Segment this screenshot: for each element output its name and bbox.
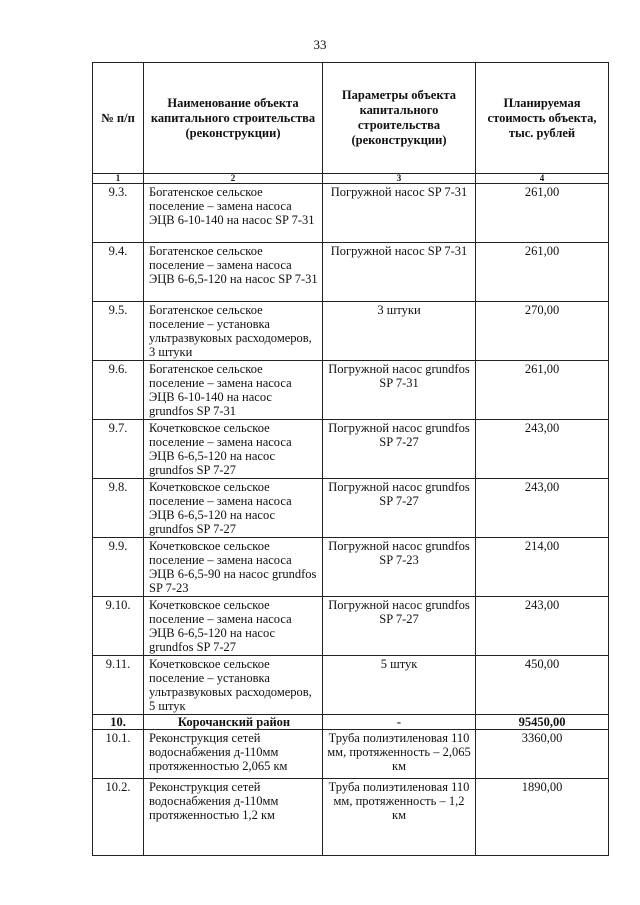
object-name: Реконструкция сетей водоснабжения д-110мм протяженностью 1,2 км — [144, 779, 323, 856]
object-name: Богатенское сельское поселение – замена насоса ЭЦВ 6-10-140 на насос SP 7-31 — [144, 184, 323, 243]
object-name: Кочетковское сельское поселение – замена насоса ЭЦВ 6-6,5-120 на насос grundfos SP 7-27 — [144, 597, 323, 656]
page-number: 33 — [313, 37, 327, 52]
object-parameters: Погружной насос grundfos SP 7-31 — [323, 361, 476, 420]
object-cost: 214,00 — [476, 538, 609, 597]
object-parameters: - — [323, 715, 476, 730]
object-name: Богатенское сельское поселение – замена насоса ЭЦВ 6-6,5-120 на насос SP 7-31 — [144, 243, 323, 302]
object-name: Богатенское сельское поселение – установка ультразвуковых расходомеров, 3 штуки — [144, 302, 323, 361]
object-name: Кочетковское сельское поселение – замена насоса ЭЦВ 6-6,5-120 на насос grundfos SP 7-27 — [144, 479, 323, 538]
column-number: 1 — [93, 174, 144, 184]
column-number-row — [93, 174, 609, 184]
row-number: 9.5. — [93, 302, 144, 361]
row-number: 9.11. — [93, 656, 144, 715]
object-parameters: 3 штуки — [323, 302, 476, 361]
table-row — [93, 243, 609, 302]
table-row — [93, 302, 609, 361]
row-number: 9.9. — [93, 538, 144, 597]
object-name: Кочетковское сельское поселение – замена насоса ЭЦВ 6-6,5-90 на насос grundfos SP 7-23 — [144, 538, 323, 597]
object-parameters: Погружной насос grundfos SP 7-27 — [323, 479, 476, 538]
column-number: 4 — [476, 174, 609, 184]
investment-table — [92, 62, 609, 856]
object-name: Богатенское сельское поселение – замена насоса ЭЦВ 6-10-140 на насос grundfos SP 7-31 — [144, 361, 323, 420]
table-header-row — [93, 63, 609, 174]
table-row — [93, 730, 609, 779]
object-parameters: Труба полиэтиленовая 110 мм, протяженность – 2,065 км — [323, 730, 476, 779]
row-number: 9.3. — [93, 184, 144, 243]
row-number: 9.8. — [93, 479, 144, 538]
row-number: 9.4. — [93, 243, 144, 302]
object-name: Кочетковское сельское поселение – замена насоса ЭЦВ 6-6,5-120 на насос grundfos SP 7-27 — [144, 420, 323, 479]
object-cost: 1890,00 — [476, 779, 609, 856]
region-total-cost: 95450,00 — [476, 715, 609, 730]
object-cost: 3360,00 — [476, 730, 609, 779]
column-number: 3 — [323, 174, 476, 184]
table-row — [93, 538, 609, 597]
row-number: 9.7. — [93, 420, 144, 479]
object-name: Реконструкция сетей водоснабжения д-110мм протяженностью 2,065 км — [144, 730, 323, 779]
region-row — [93, 715, 609, 730]
object-parameters: Погружной насос grundfos SP 7-27 — [323, 597, 476, 656]
table-row — [93, 597, 609, 656]
object-cost: 261,00 — [476, 184, 609, 243]
row-number: 10.2. — [93, 779, 144, 856]
table-row — [93, 656, 609, 715]
table-row — [93, 361, 609, 420]
row-number: 10.1. — [93, 730, 144, 779]
object-cost: 261,00 — [476, 361, 609, 420]
object-cost: 261,00 — [476, 243, 609, 302]
header-parameters: Параметры объекта капитального строительства (реконструкции) — [323, 63, 476, 174]
table-row — [93, 420, 609, 479]
header-cost: Планируемая стоимость объекта, тыс. рублей — [476, 63, 609, 174]
object-parameters: 5 штук — [323, 656, 476, 715]
object-parameters: Погружной насос grundfos SP 7-23 — [323, 538, 476, 597]
object-parameters: Погружной насос SP 7-31 — [323, 184, 476, 243]
row-number: 10. — [93, 715, 144, 730]
object-name: Кочетковское сельское поселение – установка ультразвуковых расходомеров, 5 штук — [144, 656, 323, 715]
object-cost: 243,00 — [476, 597, 609, 656]
table-row — [93, 779, 609, 856]
column-number: 2 — [144, 174, 323, 184]
table-row — [93, 184, 609, 243]
object-cost: 243,00 — [476, 420, 609, 479]
row-number: 9.10. — [93, 597, 144, 656]
object-parameters: Погружной насос grundfos SP 7-27 — [323, 420, 476, 479]
object-cost: 450,00 — [476, 656, 609, 715]
object-cost: 270,00 — [476, 302, 609, 361]
row-number: 9.6. — [93, 361, 144, 420]
object-parameters: Труба полиэтиленовая 110 мм, протяженность – 1,2 км — [323, 779, 476, 856]
table-row — [93, 479, 609, 538]
object-parameters: Погружной насос SP 7-31 — [323, 243, 476, 302]
header-object-name: Наименование объекта капитального строительства (реконструкции) — [144, 63, 323, 174]
object-cost: 243,00 — [476, 479, 609, 538]
region-name: Корочанский район — [144, 715, 323, 730]
header-number: № п/п — [93, 63, 144, 174]
